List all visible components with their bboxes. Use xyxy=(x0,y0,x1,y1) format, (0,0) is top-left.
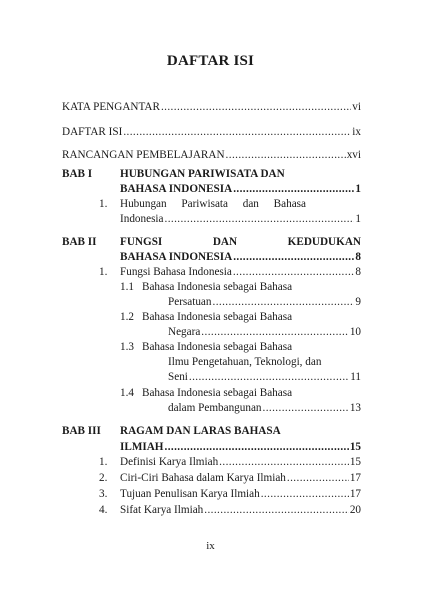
toc-entry-page: 15 xyxy=(349,456,361,468)
chapter-label: BAB II xyxy=(62,236,97,248)
toc-entry-text: Definisi Karya Ilmiah xyxy=(120,456,219,468)
toc-entry[interactable] xyxy=(120,212,361,226)
toc-entry-page: 20 xyxy=(349,504,361,516)
chapter-heading xyxy=(120,235,361,249)
toc-entry-text: Fungsi Bahasa Indonesia xyxy=(120,266,232,278)
word: dan xyxy=(242,198,259,210)
toc-entry-page: 8 xyxy=(355,266,361,278)
toc-entry-page: 1 xyxy=(355,213,361,225)
leader-dots xyxy=(123,125,351,139)
leader-dots xyxy=(233,250,354,264)
word: KEDUDUKAN xyxy=(287,236,361,248)
toc-entry-text: Bahasa Indonesia sebagai Bahasa xyxy=(142,281,293,293)
item-number: 4. xyxy=(99,504,108,516)
chapter-heading: RAGAM DAN LARAS BAHASA xyxy=(120,425,281,437)
item-number: 1. xyxy=(99,198,108,210)
toc-entry-text: Indonesia xyxy=(120,213,164,225)
toc-entry[interactable] xyxy=(168,370,361,384)
toc-entry[interactable] xyxy=(120,265,361,279)
toc-entry-text: Tujuan Penulisan Karya Ilmiah xyxy=(120,488,260,500)
toc-entry-text: Bahasa Indonesia sebagai Bahasa xyxy=(142,341,293,353)
word: Bahasa xyxy=(273,198,306,210)
chapter-heading: ILMIAH xyxy=(120,441,164,453)
toc-entry[interactable] xyxy=(168,325,361,339)
toc-entry-page: 8 xyxy=(355,251,361,263)
leader-dots xyxy=(233,182,354,196)
toc-entry-page: 9 xyxy=(355,296,361,308)
word: Pariwisata xyxy=(181,198,228,210)
page-number: ix xyxy=(206,540,215,552)
leader-dots xyxy=(287,471,349,485)
toc-entry-page: 1 xyxy=(355,183,361,195)
toc-entry[interactable] xyxy=(62,125,361,139)
toc-entry-page: vi xyxy=(352,101,361,113)
leader-dots xyxy=(165,212,355,226)
toc-entry-page: xvi xyxy=(346,149,361,161)
leader-dots xyxy=(233,265,355,279)
toc-entry-page: ix xyxy=(352,126,361,138)
toc-entry-text: Bahasa Indonesia sebagai Bahasa xyxy=(142,387,293,399)
subitem-number: 1.4 xyxy=(120,387,134,399)
chapter-label: BAB III xyxy=(62,425,101,437)
toc-entry-text xyxy=(120,197,306,211)
toc-entry-text: KATA PENGANTAR xyxy=(62,101,160,113)
toc-entry[interactable] xyxy=(120,455,361,469)
toc-entry-page: 17 xyxy=(349,472,361,484)
leader-dots xyxy=(261,487,349,501)
toc-entry-page: 10 xyxy=(349,326,361,338)
word: FUNGSI xyxy=(120,236,163,248)
page-title: DAFTAR ISI xyxy=(166,53,255,69)
leader-dots xyxy=(204,503,349,517)
leader-dots xyxy=(263,401,349,415)
subitem-number: 1.3 xyxy=(120,341,134,353)
leader-dots xyxy=(226,148,346,162)
toc-entry[interactable] xyxy=(168,295,361,309)
leader-dots xyxy=(219,455,349,469)
toc-entry-text: Sifat Karya Ilmiah xyxy=(120,504,204,516)
leader-dots xyxy=(201,325,349,339)
toc-entry[interactable] xyxy=(120,182,361,196)
leader-dots xyxy=(189,370,349,384)
subitem-number: 1.1 xyxy=(120,281,134,293)
toc-entry-text: dalam Pembangunan xyxy=(168,402,262,414)
toc-entry-text: Persatuan xyxy=(168,296,212,308)
toc-entry[interactable] xyxy=(120,440,361,454)
item-number: 1. xyxy=(99,266,108,278)
toc-entry-text: Negara xyxy=(168,326,201,338)
toc-entry[interactable] xyxy=(62,148,361,162)
leader-dots xyxy=(161,100,351,114)
chapter-heading: BAHASA INDONESIA xyxy=(120,183,233,195)
toc-entry-page: 13 xyxy=(349,402,361,414)
toc-entry-text: Ciri-Ciri Bahasa dalam Karya Ilmiah xyxy=(120,472,286,484)
subitem-number: 1.2 xyxy=(120,311,134,323)
toc-entry-page: 11 xyxy=(350,371,361,383)
item-number: 1. xyxy=(99,456,108,468)
toc-entry[interactable] xyxy=(62,100,361,114)
toc-entry-text: Ilmu Pengetahuan, Teknologi, dan xyxy=(168,356,322,368)
word: DAN xyxy=(212,236,238,248)
item-number: 3. xyxy=(99,488,108,500)
toc-entry[interactable] xyxy=(120,471,361,485)
toc-entry-text: DAFTAR ISI xyxy=(62,126,123,138)
leader-dots xyxy=(165,440,349,454)
chapter-label: BAB I xyxy=(62,168,93,180)
toc-entry-page: 17 xyxy=(349,488,361,500)
toc-entry-text: Seni xyxy=(168,371,188,383)
chapter-heading: BAHASA INDONESIA xyxy=(120,251,233,263)
toc-entry[interactable] xyxy=(120,503,361,517)
toc-entry-text: Bahasa Indonesia sebagai Bahasa xyxy=(142,311,293,323)
toc-entry-text: RANCANGAN PEMBELAJARAN xyxy=(62,149,225,161)
toc-entry-page: 15 xyxy=(349,441,361,453)
word: Hubungan xyxy=(120,198,167,210)
toc-entry[interactable] xyxy=(168,401,361,415)
chapter-heading: HUBUNGAN PARIWISATA DAN xyxy=(120,168,285,180)
toc-entry[interactable] xyxy=(120,250,361,264)
toc-entry[interactable] xyxy=(120,487,361,501)
leader-dots xyxy=(213,295,355,309)
item-number: 2. xyxy=(99,472,108,484)
